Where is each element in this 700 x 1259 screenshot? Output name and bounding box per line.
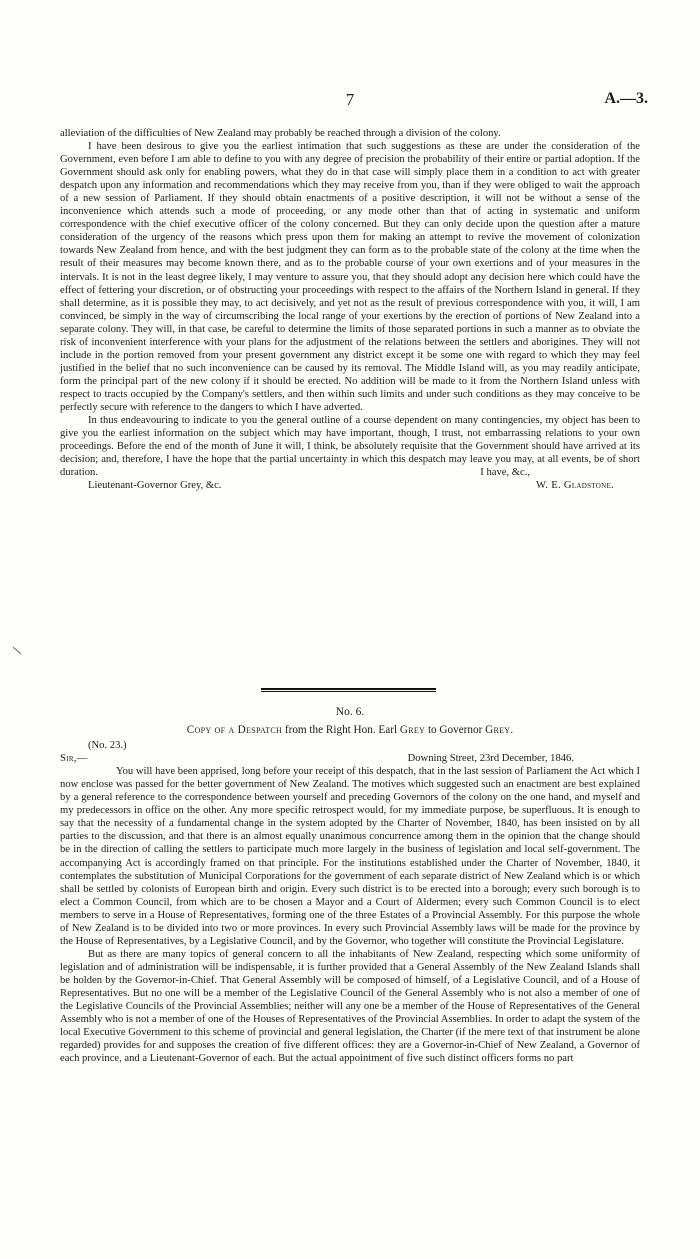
title-part: to Governor <box>425 724 486 737</box>
addressee: Lieutenant-Governor Grey, &c. <box>88 480 222 492</box>
signature: W. E. Gladstone. <box>535 480 614 492</box>
title-part: Grey <box>399 724 426 737</box>
page-number: 7 <box>345 90 355 109</box>
despatch-ref: (No. 23.) <box>88 740 127 752</box>
title-part: . <box>510 724 514 737</box>
section-divider <box>261 688 436 692</box>
despatch-no-6 <box>60 706 640 1065</box>
title-part: Grey <box>485 724 511 737</box>
place-date: Downing Street, 23rd December, 1846. <box>407 753 574 765</box>
paragraph: You will have been apprised, long before your receipt of this despatch, that in the last session of Parliament the Act which I now enclose was passed for the better government of New Zealand. The motives which suggested such an enactment are best explained by a general reference to the correspondence between yourself and preceding Governors of the colony on the one hand, and myself and my predecessors in office on the other. Any more specific retrospect would, for my immediate purpose, be superfluous. It is enough to say that the necessity of a fundamental change in the system adopted by the Charter of November, 1840, has been insisted on by all parties to the discussion, and that there is an almost equally unanimous concurrence among them in the opinion that the change should be in the direction of calling the settlers to participate much more largely in the business of legislation and local self-government. The accompanying Act is accordingly framed on that principle. For the institutions established under the Charter of November, 1840, it contemplates the substitution of Municipal Corporations for the government of each separate district of New Zealand which is or which shall be settled by colonists of European birth and origin. Every such district is to be erected into a borough; every such borough is to elect a Common Council, from which are to be chosen a Mayor and a Court of Aldermen; every such Common Council is to elect members to serve in a House of Representatives, forming one of the three Estates of a Provincial Assembly. For this purpose the whole of New Zealand is to be divided into two or more provinces. In every such Provincial Assembly laws will be made for the province by the House of Representatives, by a Legislative Council, and by the Governor, who together will constitute the Provincial Legislature. <box>60 766 640 947</box>
signature-row <box>60 479 640 492</box>
salutation-row <box>60 752 640 765</box>
title-part: Despatch <box>237 724 283 737</box>
despatch-title <box>60 724 640 737</box>
page-reference: A.—3. <box>604 90 648 107</box>
paragraph: But as there are many topics of general concern to all the inhabitants of New Zealand, respecting which some uniformity of legislation and of administration will be indispensable, it is further provided that a General Assembly of the New Zealand Islands shall be holden by the Governor-in-Chief. That General Assembly will be composed of himself, of a Legislative Council, and of a House of Representatives. But no one will be a member of the Legislative Council of the General Assembly who is not also a member of one of the Legislative Councils of the Provincial Assemblies; neither will any one be a member of the House of Representatives of the General Assembly who is not a member of one of the Houses of Representatives of the Provincial Assemblies. In order to adapt the system of the local Executive Government to this scheme of provincial and general legislation, the Charter (if the mere text of that instrument be alone regarded) provides for and supposes the creation of five different offices: they are a Governor-in-Chief of New Zealand, a Governor of each province, and a Lieutenant-Governor of each. But the actual appointment of five such distinct officers forms no part <box>60 948 640 1065</box>
paragraph: I have been desirous to give you the earliest intimation that such suggestions as these are under the consideration of the Government, even before I am able to define to you with any degree of precision the probability of their entire or partial adoption. If the Government should ask only for enabling powers, what they do in that case will simply place them in a condition to act with greater despatch upon any information and recommendations which they may receive from you, than if they were obliged to wait the approach of a new session of Parliament. If they should obtain enactments of a positive description, it will not be without a sense of the inconvenience which attends such a mode of proceeding, or any mode other than that of acting in systematic and uniform correspondence with the chief executive officer of the colony concerned. But they can only decide upon the question after a mature consideration of the urgency of the reasons which press upon them for making an attempt to revive the movement of colonization towards New Zealand from hence, and with the best judgment they can form as to the probable state of the colony at the time when the result of their measures may become known there, and as to the probable course of your own exertions and of your measures in the intervals. It is not in the least degree likely, I may venture to assure you, that they should adopt any decision here which could have the effect of fettering your discretion, or of obstructing your proceedings with respect to the affairs of the Northern Island in general. If they shall determine, as it is possible they may, to act decisively, and yet not as the result of previous correspondence with you, it will, I am convinced, be simply in the way of circumscribing the local range of your exertions by the erection of portions of New Zealand into a separate colony. They will, in that case, be careful to determine the limits of those separated portions in such a manner as to obviate the risk of inconvenient interference with your plans for the adjustment of the relations between the settlers and aborigines. They will not include in the portion removed from your present government any district except it be some one with regard to which they may feel justified in the belief that no such inconvenience can be caused by its removal. The Middle Island will, as you may readily anticipate, form the principal part of the new colony if it should be erected. No addition will be made to it from the Northern Island unless with respect to tracts occupied by the Company's settlers, and then within such limits and under such conditions as they may conceive to be perfectly secure with reference to the dangers to which I have adverted. <box>60 141 640 413</box>
title-part: from the Right Hon. Earl <box>282 724 400 737</box>
despatch-number: No. 6. <box>335 706 365 718</box>
paragraph: In thus endeavouring to indicate to you the general outline of a course dependent on many contingencies, my object has been to give you the earliest information on the subject which may have important, though, I trust, not embarrassing relations to your own proceedings. Before the end of the month of June it will, I think, be absolutely requisite that the Government should have arrived at its decision; and, therefore, I have the hope that the partial uncertainty in which this despatch may leave you may, at all events, be of short duration. <box>60 415 640 479</box>
despatch-continuation <box>60 127 640 492</box>
salutation: Sir,— <box>60 753 88 765</box>
paragraph-opening: alleviation of the difficulties of New Zealand may probably be reached through a division of the colony. <box>60 128 501 139</box>
closing-line: I have, &c., <box>480 467 530 479</box>
title-part: Copy of a <box>186 724 238 737</box>
page-header <box>60 90 648 112</box>
margin-mark <box>13 647 21 654</box>
